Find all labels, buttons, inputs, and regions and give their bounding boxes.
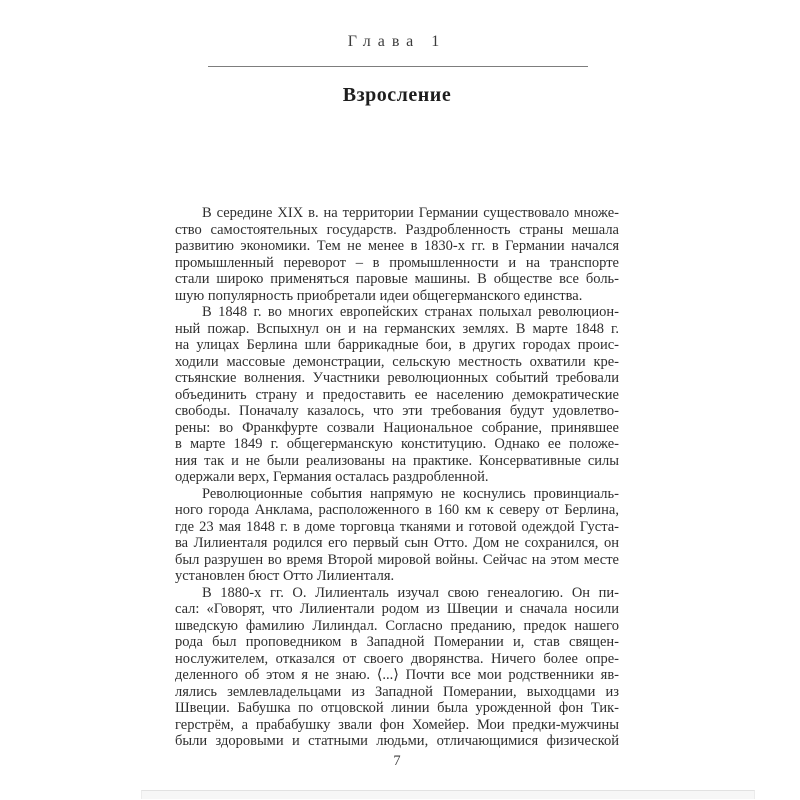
text-line: ходили массовые демонстрации, сельскую местность охватили кре- bbox=[175, 353, 619, 370]
text-line: развитию экономики. Тем не менее в 1830-х гг. в Германии начался bbox=[175, 238, 619, 254]
text-line: В 1848 г. во многих европейских странах полыхал революцион- bbox=[202, 304, 619, 320]
text-line: свободы. Поначалу казалось, что эти требования будут удовлетво- bbox=[175, 403, 619, 419]
text-line: В 1880-х гг. О. Лилиенталь изучал свою генеалогию. Он пи- bbox=[202, 584, 619, 601]
page-edge bbox=[141, 790, 755, 799]
text-line: был разрушен во время Второй мировой войны. Сейчас на этом месте bbox=[175, 551, 619, 568]
chapter-rule-divider bbox=[208, 66, 588, 67]
text-line: ный пожар. Вспыхнул он и на германских землях. В марте 1848 г. bbox=[175, 320, 619, 337]
text-line: шведскую фамилию Лилиндал. Согласно преданию, предок нашего bbox=[175, 617, 619, 634]
section-title: Взросление bbox=[342, 84, 452, 106]
text-line: в марте 1849 г. общегерманскую конституцию. Однако ее положе- bbox=[175, 436, 619, 452]
text-line: рены: во Франкфурте созвали Национальное собрание, принявшее bbox=[175, 419, 619, 436]
text-line: ва Лилиенталя родился его первый сын Отто. Дом не сохранился, он bbox=[175, 535, 619, 551]
text-line: были здоровыми и статными людьми, отличающимися физической bbox=[175, 733, 619, 749]
text-line: объединить страну и предоставить ее населению демократические bbox=[175, 386, 619, 403]
chapter-label: Глава 1 bbox=[347, 33, 447, 50]
text-line: установлен бюст Отто Лилиенталя. bbox=[175, 568, 395, 584]
text-line: ство самостоятельных государств. Раздробленность страны мешала bbox=[175, 221, 619, 238]
text-line: одержали верх, Германия осталась раздробленной. bbox=[175, 469, 489, 485]
text-line: рода был проповедником в Западной Померании и, став священ- bbox=[175, 634, 619, 650]
text-line: нослужителем, отказался от своего дворянства. Ничего более опре- bbox=[175, 650, 619, 667]
text-line: лялись землевладельцами из Западной Померании, выходцами из bbox=[175, 683, 619, 700]
text-line: промышленный переворот – в промышленности и на транспорте bbox=[175, 254, 619, 271]
text-line: деленного об этом я не знаю. ⟨...⟩ Почти все мои родственники яв- bbox=[175, 667, 619, 683]
text-line: герстрём, а прабабушку звали фон Хомейер. Мои предки-мужчины bbox=[175, 716, 619, 733]
text-line: Швеции. Бабушка по отцовской линии была урожденной фон Тик- bbox=[175, 700, 619, 716]
text-line: стьянские волнения. Участники революционных событий требовали bbox=[175, 370, 619, 386]
text-line: сал: «Говорят, что Лилиентали родом из Швеции и сначала носили bbox=[175, 601, 619, 617]
text-line: Революционные события напрямую не коснулись провинциаль- bbox=[202, 485, 619, 502]
text-line: ния так и не были реализованы на практике. Консервативные силы bbox=[175, 452, 619, 469]
text-line: В середине XIX в. на территории Германии существовало множе- bbox=[202, 205, 619, 221]
text-line: шую популярность приобретали идеи общегерманского единства. bbox=[175, 287, 583, 304]
body-text bbox=[175, 205, 619, 750]
text-line: на улицах Берлина шли баррикадные бои, в других городах проис- bbox=[175, 337, 619, 353]
text-line: стали широко применяться паровые машины. В обществе все боль- bbox=[175, 271, 619, 287]
page-number: 7 bbox=[393, 753, 401, 769]
text-line: ного города Анклама, расположенного в 160 км к северу от Берлина, bbox=[175, 502, 619, 518]
text-line: где 23 мая 1848 г. в доме торговца тканями и готовой одеждой Густа- bbox=[175, 518, 619, 535]
